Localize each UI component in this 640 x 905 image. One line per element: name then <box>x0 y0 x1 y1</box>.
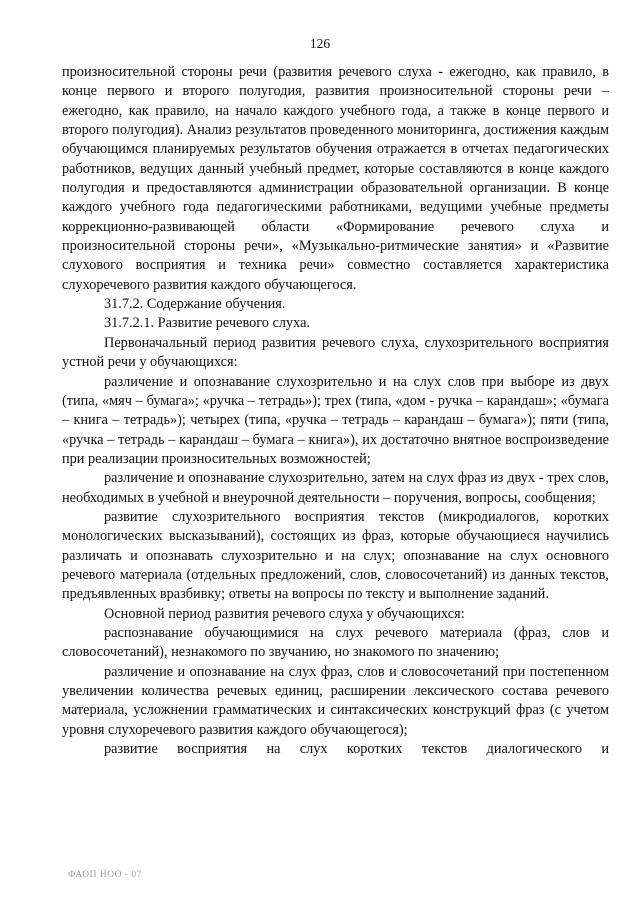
list-item: различение и опознавание на слух фраз, слов и словосочетаний при постепенном увеличении количества речевых единиц, расширении лексического состава речевого материала, усложнении грамматических и синтаксических конструкций фраз (с учетом уровня слухоречевого развития каждого обучающегося); <box>62 663 609 738</box>
paragraph: произносительной стороны речи (развития речевого слуха - ежегодно, как правило, в конце первого и второго полугодия, развития произносительной стороны речи – ежегодно, как правило, на начало каждого учебного года, а также в конце первого и второго полугодия). Анализ результатов проведенного мониторинга, достижения каждым обучающимся планируемых результатов обучения отражается в отчетах педагогических работников, ведущих данный учебный предмет, которые составляются в конце каждого полугодия и предоставляются администрации образовательной организации. В конце каждого учебного года педагогическими работниками, ведущими учебные предметы коррекционно-развивающей области «Формирование речевого слуха и произносительной стороны речи», «Музыкально-ритмические занятия» и «Развитие слухового восприятия и техника речи» совместно составляется характеристика слухоречевого развития каждого обучающегося. <box>62 64 609 293</box>
page-number: 126 <box>309 36 331 51</box>
list-item: распознавание обучающимися на слух речевого материала (фраз, слов и словосочетаний), незнакомого по звучанию, но знакомого по значению; <box>62 624 609 661</box>
document-body <box>62 63 609 759</box>
subsection-heading: 31.7.2.1. Развитие речевого слуха. <box>104 315 310 332</box>
paragraph: Основной период развития речевого слуха у обучающихся: <box>104 605 465 622</box>
list-item: развитие слухозрительного восприятия текстов (микродиалогов, коротких монологических высказываний), состоящих из фраз, которые обучающиеся научились различать и опознавать слухозрительно и на слух; опознавание на слух основного речевого материала (отдельных предложений, слов, словосочетаний) из данных текстов, предъявленных вразбивку; ответы на вопросы по тексту и выполнение заданий. <box>62 508 609 603</box>
list-item: развитие восприятия на слух коротких текстов диалогического и <box>104 741 609 758</box>
section-heading: 31.7.2. Содержание обучения. <box>104 296 286 313</box>
list-item: различение и опознавание слухозрительно, затем на слух фраз из двух - трех слов, необходимых в учебной и внеурочной деятельности – поручения, вопросы, сообщения; <box>62 470 609 506</box>
footer-code: ФАОП НОО - 07 <box>68 870 142 880</box>
list-item: различение и опознавание слухозрительно и на слух слов при выборе из двух (типа, «мяч – бумага»; «ручка – тетрадь»); трех (типа, «дом - ручка – карандаш»; «бумага – книга – тетрадь»); четырех (типа, «ручка – тетрадь – карандаш – бумага»); пяти (типа, «ручка – тетрадь – карандаш – бумага – книга»), их достаточно внятное воспроизведение при реализации произносительных возможностей; <box>62 373 609 467</box>
paragraph: Первоначальный период развития речевого слуха, слухозрительного восприятия устной речи у обучающихся: <box>62 334 609 371</box>
